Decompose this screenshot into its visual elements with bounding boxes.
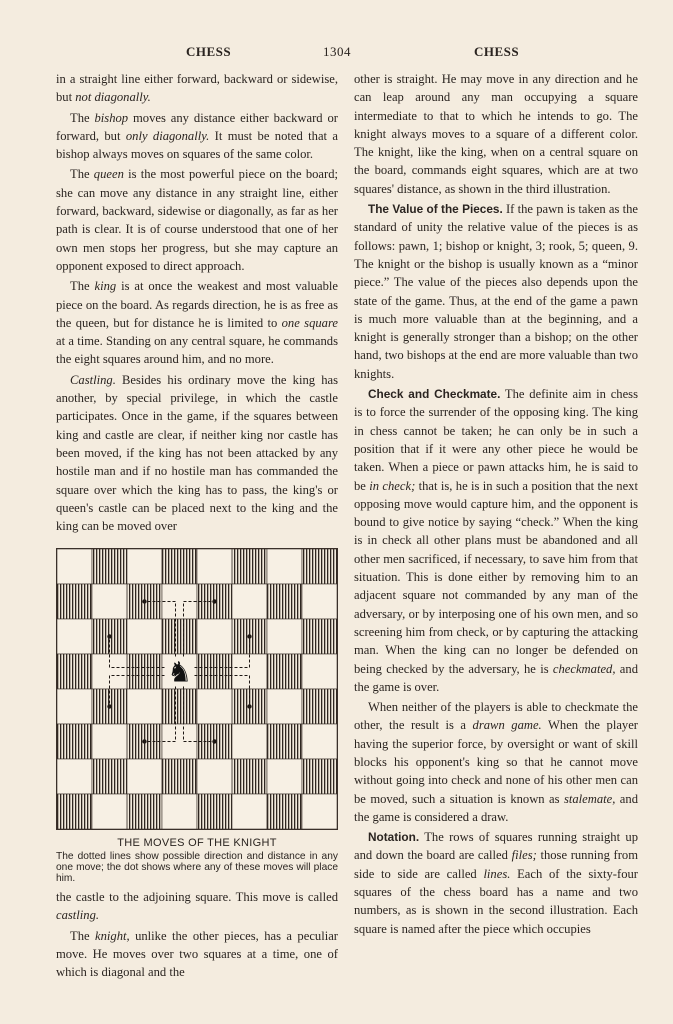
destination-dot <box>107 634 111 638</box>
light-square <box>92 724 127 759</box>
dark-square <box>232 759 267 794</box>
dark-square <box>127 794 162 829</box>
paragraph-draw: When neither of the players is able to checkmate the other, the result is a drawn game. When the player having the superior force, by oversight or want of skill blocks his opponent's king so that he cannot move without going into check and none of his other men can be moved, such a situation is known as stalemate, and the game is considered a draw. <box>354 700 638 824</box>
light-square <box>127 619 162 654</box>
light-square <box>197 689 232 724</box>
dark-square <box>267 584 302 619</box>
light-square <box>92 794 127 829</box>
paragraph-bishop: The bishop moves any distance either backward or forward, but only diagonally. It must be noted that a bishop always moves on squares of the same color. <box>56 110 339 162</box>
caption-title: THE MOVES OF THE KNIGHT <box>117 837 277 849</box>
destination-dot <box>212 599 216 603</box>
light-square <box>267 759 302 794</box>
run-in-heading: The Value of the Pieces. <box>368 202 503 217</box>
light-square <box>57 619 92 654</box>
dark-square <box>92 549 127 584</box>
dark-square <box>162 689 197 724</box>
light-square <box>302 654 337 689</box>
dark-square <box>57 654 92 689</box>
light-square <box>302 584 337 619</box>
paragraph-castling: Castling. Besides his ordinary move the king has another, by special privilege, in which the castle participates. Once in the game, if the squares between king and castle are clear, if neither king nor castle has been moved, if the king has not been attacked by any hostile man and if no hostile man has commanded the square over which the king has to pass, the king's or queen's castle can be placed next to the king and the king can be moved over <box>56 372 338 534</box>
dark-square <box>197 654 232 689</box>
paragraph: the castle to the adjoining square. This move is called castling. <box>56 890 338 923</box>
light-square <box>92 654 127 689</box>
dark-square <box>267 794 302 829</box>
destination-dot <box>247 634 251 638</box>
dark-square <box>57 724 92 759</box>
dark-square <box>302 549 337 584</box>
caption-text: The dotted lines show possible direction and distance in any one move; the dot shows where any of these moves will place him. <box>56 851 338 885</box>
light-square <box>302 724 337 759</box>
light-square <box>232 654 267 689</box>
dark-square <box>57 794 92 829</box>
dark-square <box>267 654 302 689</box>
paragraph-check: Check and Checkmate. The definite aim in chess is to force the surrender of the opposing king. The king in chess cannot be taken; he can only be in such a position that if it were any other piece he would be taken. When a piece or pawn attacks him, he is said to be in check; that is, he is in such a position that the next opposing move would capture him, and the opponent is bound to give notice by saying “check.” When the king is in check all other plans must be abandoned and all other men sacrificed, if necessary, to save him from that situation. This is done either by removing him to an adjacent square not commanded by any man of the adversary, or by interposing one of his own men, and so screening him from check, or by capturing the attacking man. When the king can no longer be defended on being checked by the adversary, he is checkmated, and the game is over. <box>354 387 638 694</box>
paragraph-king: The king is at once the weakest and most valuable piece on the board. As regards direction, he is as free as the queen, but for distance he is limited to one square at a time. Standing on any central square, he commands the eight squares around him, and no more. <box>56 279 339 367</box>
dark-square <box>162 759 197 794</box>
knight-icon: ♞ <box>166 655 193 689</box>
paragraph-knight: The knight, unlike the other pieces, has a peculiar move. He moves over two squares at a time, one of which is diagonal and the <box>56 928 338 980</box>
paragraph: other is straight. He may move in any direction and he can leap around any man occupying a square intermediate to that to which he intends to go. The knight always moves to a square of a different color. The knight, like the king, when on a central square on the board, commands eight squares, which are at two squares' distance, as shown in the third illustration. <box>354 72 638 196</box>
destination-dot <box>142 739 146 743</box>
light-square <box>162 584 197 619</box>
light-square <box>127 759 162 794</box>
dark-square <box>127 654 162 689</box>
dark-square <box>267 724 302 759</box>
destination-dot <box>212 739 216 743</box>
light-square <box>232 724 267 759</box>
paragraph-value-of-pieces: The Value of the Pieces. If the pawn is taken as the standard of unity the relative value of the pieces is as follows: pawn, 1; bishop or knight, 3; rook, 5; queen, 9. The knight or the bishop is usually known as a “minor piece.” The value of the pieces also depends upon the state of the game. Thus, at the end of the game a pawn is much more valuable than at the beginning, and a knight is generally stronger than a bishop; on the other hand, two bishops at the end are more valuable than two knights. <box>354 202 638 381</box>
light-square <box>302 794 337 829</box>
light-square <box>57 689 92 724</box>
dark-square <box>302 759 337 794</box>
light-square <box>162 794 197 829</box>
page-header <box>0 44 673 64</box>
light-square <box>232 794 267 829</box>
dark-square <box>302 689 337 724</box>
dark-square <box>302 619 337 654</box>
light-square <box>57 759 92 794</box>
light-square <box>57 549 92 584</box>
light-square <box>197 619 232 654</box>
knight-moves-figure <box>56 548 338 830</box>
light-square <box>127 549 162 584</box>
paragraph-notation: Notation. The rows of squares running straight up and down the board are called files; those running from side to side are called lines. Each of the sixty-four squares of the chess board has a name and two numbers, as is shown in the second illustration. Each square is named after the piece which occupies <box>354 830 639 936</box>
page-number: 1304 <box>323 44 351 59</box>
dark-square <box>197 794 232 829</box>
destination-dot <box>107 704 111 708</box>
dark-square <box>92 759 127 794</box>
destination-dot <box>247 704 251 708</box>
light-square <box>197 549 232 584</box>
dark-square <box>162 549 197 584</box>
figure-caption <box>56 837 338 885</box>
dark-square <box>232 549 267 584</box>
paragraph: in a straight line either forward, backward or sidewise, but not diagonally. <box>56 72 338 105</box>
light-square <box>197 759 232 794</box>
left-column-top <box>56 70 338 537</box>
light-square <box>232 584 267 619</box>
light-square <box>127 689 162 724</box>
running-head-right: CHESS <box>474 44 520 59</box>
running-head-left: CHESS <box>186 44 232 59</box>
left-column-bottom <box>56 888 338 983</box>
destination-dot <box>142 599 146 603</box>
dark-square <box>57 584 92 619</box>
paragraph-queen: The queen is the most powerful piece on the board; she can move any distance in any straight line, either forward, backward, sidewise or diagonally, as far as her path is clear. It is of course understood that one of her own men stops her progress, but she may capture an opponent exposed to direct approach. <box>56 167 338 273</box>
light-square <box>92 584 127 619</box>
right-column <box>354 70 638 940</box>
run-in-heading: Check and Checkmate. <box>368 387 501 402</box>
chess-board-diagram <box>57 549 337 829</box>
light-square <box>267 689 302 724</box>
light-square <box>267 619 302 654</box>
dark-square <box>162 619 197 654</box>
light-square <box>162 724 197 759</box>
light-square <box>267 549 302 584</box>
run-in-heading: Notation. <box>368 830 420 845</box>
